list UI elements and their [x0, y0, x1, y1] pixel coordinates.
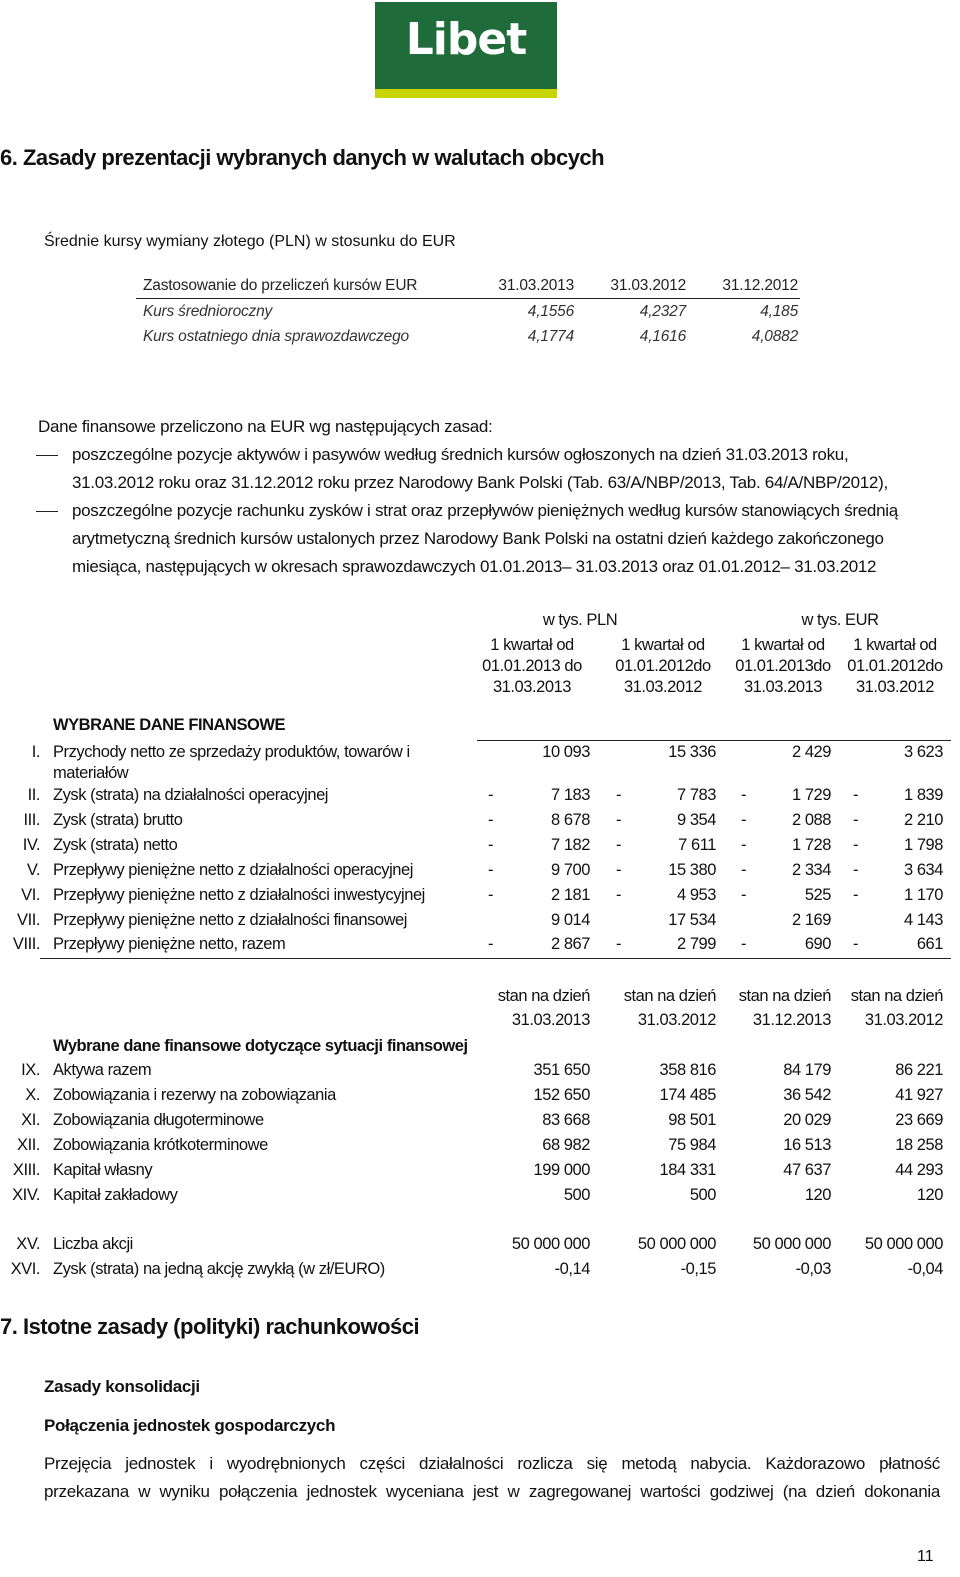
period-header-line: 31.03.2012: [623, 678, 703, 696]
period-header-line: 01.01.2013 do: [482, 657, 582, 675]
period-header-line: 01.01.2012do: [847, 657, 943, 675]
value-cell: 661: [916, 935, 943, 953]
value-cell: 199 000: [533, 1161, 590, 1179]
value-cell: 98 501: [668, 1111, 716, 1129]
row-label: Kapitał własny: [53, 1161, 153, 1179]
balance-header-line: stan na dzień: [497, 987, 590, 1005]
bullet-dash: [36, 511, 58, 512]
value-cell: 184 331: [659, 1161, 716, 1179]
minus-sign: -: [488, 886, 494, 904]
paragraph-line: przekazana w wyniku połączenia jednostek wyceniana jest w zagregowanej wartości godziwej (na dzień dokonania: [44, 1482, 940, 1501]
value-cell: 47 637: [783, 1161, 831, 1179]
page-number: 11: [917, 1548, 934, 1565]
value-cell: 9 700: [550, 861, 590, 879]
libet-logo: [375, 2, 557, 98]
row-number: VI.: [21, 886, 40, 904]
bullet-1-line: poszczególne pozycje aktywów i pasywów według średnich kursów ogłoszonych na dzień 31.03.2013 roku,: [72, 445, 849, 464]
fx-rate: 4,1556: [527, 303, 574, 320]
minus-sign: -: [853, 836, 859, 854]
value-cell: 2 169: [791, 911, 831, 929]
row-label: Zysk (strata) netto: [53, 836, 178, 854]
section-6-title: 6. Zasady prezentacji wybranych danych w walutach obcych: [0, 145, 605, 170]
section-7-title: 7. Istotne zasady (polityki) rachunkowości: [0, 1314, 420, 1339]
period-header-line: 1 kwartał od: [490, 636, 574, 654]
minus-sign: -: [488, 861, 494, 879]
fx-header-label: Zastosowanie do przeliczeń kursów EUR: [143, 277, 418, 294]
value-cell: 3 623: [903, 743, 943, 761]
minus-sign: -: [741, 861, 747, 879]
minus-sign: -: [616, 886, 622, 904]
value-cell: 50 000 000: [511, 1235, 590, 1253]
value-cell: 4 953: [676, 886, 716, 904]
minus-sign: -: [741, 886, 747, 904]
balance-header-line: 31.03.2013: [511, 1011, 590, 1029]
minus-sign: -: [616, 836, 622, 854]
subheading-consolidation: Zasady konsolidacji: [44, 1377, 200, 1396]
value-cell: 18 258: [895, 1136, 943, 1154]
minus-sign: -: [616, 935, 622, 953]
value-cell: 15 380: [668, 861, 716, 879]
row-number: VII.: [17, 911, 40, 929]
row-number: XV.: [16, 1235, 40, 1253]
value-cell: 50 000 000: [637, 1235, 716, 1253]
value-cell: 7 783: [676, 786, 716, 804]
row-number: XIV.: [12, 1186, 40, 1204]
minus-sign: -: [853, 786, 859, 804]
logo-text: Libet: [405, 14, 527, 65]
value-cell: 8 678: [550, 811, 590, 829]
value-cell: 120: [804, 1186, 831, 1204]
value-cell: 2 429: [791, 743, 831, 761]
minus-sign: -: [488, 786, 494, 804]
value-cell: 500: [563, 1186, 590, 1204]
bullet-2-line: arytmetyczną średnich kursów ustalonych przez Narodowy Bank Polski na ostatni dzień każdego zakończonego: [72, 529, 884, 548]
logo-accent-bar: [375, 89, 557, 98]
minus-sign: -: [741, 811, 747, 829]
balance-header-line: stan na dzień: [738, 987, 831, 1005]
value-cell: 15 336: [668, 743, 716, 761]
value-cell: 20 029: [783, 1111, 831, 1129]
value-cell: 2 867: [550, 935, 590, 953]
fx-header-date: 31.12.2012: [722, 277, 798, 294]
balance-header-line: 31.12.2013: [752, 1011, 831, 1029]
fx-rate: 4,1774: [527, 328, 574, 345]
minus-sign: -: [741, 786, 747, 804]
value-cell: 68 982: [542, 1136, 590, 1154]
minus-sign: -: [488, 935, 494, 953]
row-label: Liczba akcji: [53, 1235, 133, 1253]
value-cell: 152 650: [533, 1086, 590, 1104]
minus-sign: -: [616, 811, 622, 829]
balance-header-line: 31.03.2012: [637, 1011, 716, 1029]
row-number: VIII.: [12, 935, 40, 953]
row-number: XVI.: [10, 1260, 40, 1278]
value-cell: 2 088: [791, 811, 831, 829]
value-cell: 83 668: [542, 1111, 590, 1129]
row-label: Zysk (strata) na jedną akcję zwykłą (w zł/EURO): [53, 1260, 385, 1278]
fx-rate: 4,185: [760, 303, 798, 320]
value-cell: 174 485: [659, 1086, 716, 1104]
row-number: X.: [25, 1086, 40, 1104]
period-header-line: 31.03.2012: [855, 678, 935, 696]
value-cell: 7 183: [550, 786, 590, 804]
fx-rate: 4,2327: [639, 303, 686, 320]
value-cell: 1 839: [903, 786, 943, 804]
value-cell: 50 000 000: [752, 1235, 831, 1253]
value-cell: 86 221: [895, 1061, 943, 1079]
fin-bottom-rule: [40, 958, 951, 959]
row-label: Zysk (strata) brutto: [53, 811, 183, 829]
period-header-line: 31.03.2013: [492, 678, 572, 696]
balance-section-title: Wybrane dane finansowe dotyczące sytuacji finansowej: [53, 1037, 468, 1055]
value-cell: 9 014: [550, 911, 590, 929]
value-cell: 9 354: [676, 811, 716, 829]
row-number: XIII.: [12, 1161, 40, 1179]
bullet-dash: [36, 455, 58, 456]
value-cell: 84 179: [783, 1061, 831, 1079]
value-cell: 17 534: [668, 911, 716, 929]
value-cell: 358 816: [659, 1061, 716, 1079]
currency-pln-header: w tys. PLN: [542, 611, 618, 629]
value-cell: 1 798: [903, 836, 943, 854]
row-number: XII.: [17, 1136, 40, 1154]
minus-sign: -: [853, 811, 859, 829]
row-number: I.: [31, 743, 40, 761]
period-header-line: 31.03.2013: [743, 678, 823, 696]
fx-header-date: 31.03.2012: [610, 277, 686, 294]
value-cell: -0,15: [680, 1260, 716, 1278]
row-label: materiałów: [53, 764, 129, 782]
fin-section-title: WYBRANE DANE FINANSOWE: [53, 716, 286, 734]
fx-subtitle: Średnie kursy wymiany złotego (PLN) w stosunku do EUR: [44, 233, 456, 250]
period-header-line: 1 kwartał od: [741, 636, 825, 654]
value-cell: 7 182: [550, 836, 590, 854]
value-cell: -0,03: [795, 1260, 831, 1278]
bullet-1-line: 31.03.2012 roku oraz 31.12.2012 roku przez Narodowy Bank Polski (Tab. 63/A/NBP/2013, Tab. 64/A/NBP/2012),: [72, 473, 888, 492]
minus-sign: -: [741, 935, 747, 953]
row-label: Kapitał zakładowy: [53, 1186, 178, 1204]
row-label: Przepływy pieniężne netto z działalności finansowej: [53, 911, 408, 929]
row-label: Zobowiązania i rezerwy na zobowiązania: [53, 1086, 336, 1104]
value-cell: 1 729: [791, 786, 831, 804]
value-cell: 2 210: [903, 811, 943, 829]
row-label: Przepływy pieniężne netto, razem: [53, 935, 286, 953]
value-cell: 525: [804, 886, 831, 904]
balance-header-line: 31.03.2012: [864, 1011, 943, 1029]
value-cell: 500: [689, 1186, 716, 1204]
paragraph-line: Przejęcia jednostek i wyodrębnionych części działalności rozlicza się metodą nabycia. Każdorazowo płatność: [44, 1454, 940, 1473]
minus-sign: -: [488, 811, 494, 829]
fx-rate: 4,1616: [639, 328, 686, 345]
fx-header-date: 31.03.2013: [498, 277, 574, 294]
row-number: IV.: [22, 836, 40, 854]
value-cell: 2 181: [550, 886, 590, 904]
value-cell: 690: [804, 935, 831, 953]
minus-sign: -: [616, 861, 622, 879]
value-cell: 44 293: [895, 1161, 943, 1179]
row-number: V.: [26, 861, 40, 879]
value-cell: 41 927: [895, 1086, 943, 1104]
value-cell: -0,14: [554, 1260, 590, 1278]
minus-sign: -: [853, 861, 859, 879]
row-number: XI.: [21, 1111, 40, 1129]
subheading-business-combinations: Połączenia jednostek gospodarczych: [44, 1416, 336, 1435]
rules-intro: Dane finansowe przeliczono na EUR wg następujących zasad:: [38, 417, 493, 436]
minus-sign: -: [741, 836, 747, 854]
value-cell: 1 728: [791, 836, 831, 854]
row-label: Przepływy pieniężne netto z działalności inwestycyjnej: [53, 886, 425, 904]
minus-sign: -: [853, 935, 859, 953]
value-cell: 2 799: [676, 935, 716, 953]
value-cell: 3 634: [903, 861, 943, 879]
value-cell: 2 334: [791, 861, 831, 879]
value-cell: 10 093: [542, 743, 590, 761]
balance-header-line: stan na dzień: [850, 987, 943, 1005]
fx-rate: 4,0882: [751, 328, 798, 345]
minus-sign: -: [488, 836, 494, 854]
row-label: Aktywa razem: [53, 1061, 152, 1079]
minus-sign: -: [616, 786, 622, 804]
balance-header-line: stan na dzień: [623, 987, 716, 1005]
value-cell: 75 984: [668, 1136, 716, 1154]
row-label: Zysk (strata) na działalności operacyjnej: [53, 786, 329, 804]
value-cell: 16 513: [783, 1136, 831, 1154]
bullet-2-line: poszczególne pozycje rachunku zysków i strat oraz przepływów pieniężnych według kursów stanowiących średnią: [72, 501, 898, 520]
period-header-line: 01.01.2012do: [615, 657, 711, 675]
value-cell: 1 170: [903, 886, 943, 904]
bullet-2-line: miesiąca, następujących w okresach sprawozdawczych 01.01.2013– 31.03.2013 oraz 01.01.2012– 31.03.2012: [72, 557, 877, 576]
row-label: Przepływy pieniężne netto z działalności operacyjnej: [53, 861, 413, 879]
row-label: Zobowiązania długoterminowe: [53, 1111, 264, 1129]
row-number: III.: [23, 811, 40, 829]
value-cell: 23 669: [895, 1111, 943, 1129]
fin-top-rule: [477, 740, 951, 741]
value-cell: 50 000 000: [864, 1235, 943, 1253]
value-cell: 4 143: [903, 911, 943, 929]
period-header-line: 1 kwartał od: [621, 636, 705, 654]
value-cell: 120: [916, 1186, 943, 1204]
minus-sign: -: [853, 886, 859, 904]
value-cell: 351 650: [533, 1061, 590, 1079]
value-cell: 36 542: [783, 1086, 831, 1104]
period-header-line: 01.01.2013do: [735, 657, 831, 675]
row-number: II.: [27, 786, 40, 804]
fx-row-label: Kurs ostatniego dnia sprawozdawczego: [143, 328, 409, 345]
fx-header-rule: [136, 298, 800, 299]
fx-row-label: Kurs średnioroczny: [143, 303, 273, 320]
row-label: Zobowiązania krótkoterminowe: [53, 1136, 268, 1154]
row-label: Przychody netto ze sprzedaży produktów, towarów i: [53, 743, 410, 761]
currency-eur-header: w tys. EUR: [801, 611, 879, 629]
period-header-line: 1 kwartał od: [853, 636, 937, 654]
value-cell: 7 611: [678, 836, 716, 854]
value-cell: -0,04: [907, 1260, 943, 1278]
row-number: IX.: [21, 1061, 40, 1079]
